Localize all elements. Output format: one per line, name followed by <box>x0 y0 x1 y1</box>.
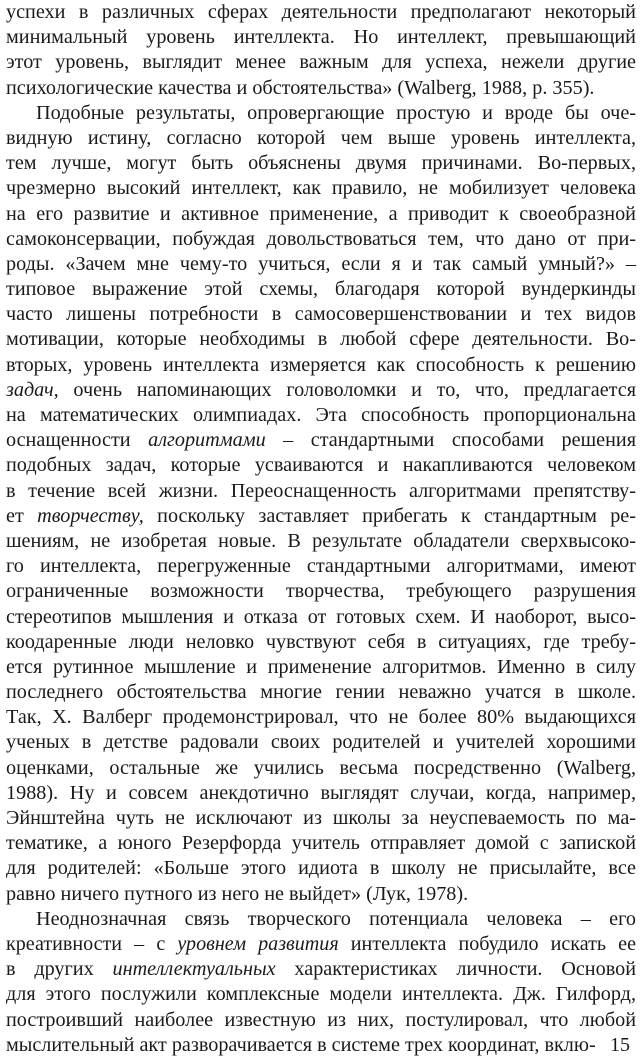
text-run: в течение всей жизни. Переоснащенность алгоритмами препятству- <box>6 479 636 502</box>
text-line <box>6 781 636 806</box>
italic-term: уровнем развития <box>177 932 339 955</box>
text-line <box>6 504 636 529</box>
text-run: характеристиках личности. Основой <box>275 958 636 981</box>
text-run: психологические качества и обстоятельства» (Walberg, 1988, p. 355). <box>6 76 595 99</box>
text-line <box>6 730 636 755</box>
text-line <box>6 1008 636 1033</box>
text-line <box>6 101 636 126</box>
text-run: Эйнштейна чуть не исключают из школы за неуспеваемость по ма- <box>6 807 636 829</box>
text-run: построивший наиболее известную из них, постулировал, что любой <box>6 1008 636 1031</box>
text-line <box>6 680 636 705</box>
text-line <box>6 479 636 504</box>
text-line <box>6 176 636 201</box>
italic-term: интеллектуальных <box>112 958 276 981</box>
text-run: минимальный уровень интеллекта. Но интеллект, превышающий <box>6 26 636 49</box>
text-run: ет <box>6 504 38 527</box>
text-line <box>6 0 636 25</box>
text-run: вторых, уровень интеллекта измеряется как способность к решению <box>6 353 636 376</box>
text-line <box>6 579 636 604</box>
text-line <box>6 76 636 101</box>
text-run: ется рутинное мышление и применение алгоритмов. Именно в силу <box>6 655 636 678</box>
text-line <box>6 932 636 957</box>
text-run: мотивации, которые необходимы в любой сфере деятельности. Во- <box>6 328 636 351</box>
text-run: успехи в различных сферах деятельности предполагают некоторый <box>6 1 636 23</box>
text-line <box>6 529 636 554</box>
text-line <box>6 428 636 453</box>
text-run: ученых в детстве радовали своих родителей и учителей хорошими <box>6 731 636 754</box>
text-line <box>6 957 636 982</box>
text-run: оснащенности <box>6 429 149 452</box>
text-line <box>6 227 636 252</box>
text-run: подобных задач, которые усваиваются и накапливаются человеком <box>6 454 636 477</box>
italic-term: алгоритмами <box>148 429 266 452</box>
text-line <box>6 882 636 907</box>
text-run: типовое выражение этой схемы, благодаря которой вундеркинды <box>6 278 636 301</box>
text-run: ограниченные возможности творчества, требующего разрушения <box>6 580 636 603</box>
text-line <box>6 252 636 277</box>
text-run: – стандартными способами решения <box>265 429 636 452</box>
text-run: часто лишены потребности в самосовершенствовании и тех видов <box>6 303 636 326</box>
text-run: тем лучше, могут быть объяснены двумя причинами. Во-первых, <box>6 152 636 175</box>
text-run: интеллекта побудило искать ее <box>338 932 637 955</box>
text-run: для родителей: «Больше этого идиота в школу не присылайте, все <box>6 857 636 880</box>
text-run: го интеллекта, перегруженные стандартными алгоритмами, имеют <box>6 555 636 578</box>
italic-term: задач, <box>6 378 59 401</box>
text-run: тематике, а юного Резерфорда учитель отправляет домой с запиской <box>6 832 636 855</box>
text-line <box>6 982 636 1007</box>
text-run: шениям, не изобретая новые. В результате обладатели сверхвысоко- <box>6 529 636 552</box>
text-run: Подобные результаты, опровергающие простую и вроде бы оче- <box>36 101 636 124</box>
paragraph <box>6 0 636 101</box>
text-line <box>6 453 636 478</box>
text-line <box>6 806 636 831</box>
text-line <box>6 403 636 428</box>
text-run: мыслительный акт разворачивается в системе трех координат, вклю- <box>6 1033 596 1056</box>
text-line <box>6 1033 636 1058</box>
text-line <box>6 151 636 176</box>
text-run: на его развитие и активное применение, а приводит к своеобразной <box>6 202 636 225</box>
text-line <box>6 302 636 327</box>
text-run: чрезмерно высокий интеллект, как правило, не мобилизует человека <box>6 177 636 200</box>
text-run: Так, Х. Валберг продемонстрировал, что не более 80% выдающихся <box>6 706 636 729</box>
text-line <box>6 126 636 151</box>
text-line <box>6 327 636 352</box>
paragraph <box>6 101 636 907</box>
text-line <box>6 756 636 781</box>
text-run: этот уровень, выглядит менее важным для успеха, нежели другие <box>6 51 636 74</box>
text-line <box>6 655 636 680</box>
text-line <box>6 25 636 50</box>
text-line <box>6 202 636 227</box>
text-line <box>6 277 636 302</box>
text-line <box>6 856 636 881</box>
paragraph <box>6 907 636 1058</box>
text-line <box>6 705 636 730</box>
text-run: видную истину, согласно которой чем выше уровень интеллекта, <box>6 126 636 149</box>
text-line <box>6 378 636 403</box>
text-run: оценками, остальные же учились весьма посредственно (Walberg, <box>6 756 636 779</box>
text-line <box>6 907 636 932</box>
text-run: для этого послужили комплексные модели интеллекта. Дж. Гилфорд, <box>6 983 636 1006</box>
text-run: очень напоминающих головоломки и то, что, предлагается <box>58 378 636 401</box>
text-run: последнего обстоятельства многие гении неважно учатся в школе. <box>6 681 636 704</box>
text-run: креативности – с <box>6 932 178 955</box>
text-run: на математических олимпиадах. Эта способность пропорциональна <box>6 404 636 426</box>
page-number: 15 <box>610 1034 630 1056</box>
text-run: поскольку заставляет прибегать к стандартным ре- <box>143 504 636 527</box>
text-line <box>6 831 636 856</box>
text-run: 1988). Ну и совсем анекдотично выглядят случаи, когда, например, <box>6 781 636 804</box>
text-run: коодаренные люди неловко чувствуют себя в ситуациях, где требу- <box>6 630 636 653</box>
text-run: стереотипов мышления и отказа от готовых схем. И наоборот, высо- <box>6 605 636 628</box>
text-line <box>6 50 636 75</box>
text-run: в других <box>6 958 113 981</box>
text-run: самоконсервации, побуждая довольствоваться тем, что дано от при- <box>6 227 636 250</box>
italic-term: творчеству, <box>37 504 144 527</box>
text-line <box>6 353 636 378</box>
text-line <box>6 630 636 655</box>
page-body <box>6 0 636 1058</box>
text-run: равно ничего путного из него не выйдет» (Лук, 1978). <box>6 882 469 905</box>
text-run: роды. «Зачем мне чему-то учиться, если я и так самый умный?» – <box>6 252 636 275</box>
text-run: Неоднозначная связь творческого потенциала человека – его <box>36 907 636 930</box>
text-line <box>6 605 636 630</box>
text-line <box>6 554 636 579</box>
